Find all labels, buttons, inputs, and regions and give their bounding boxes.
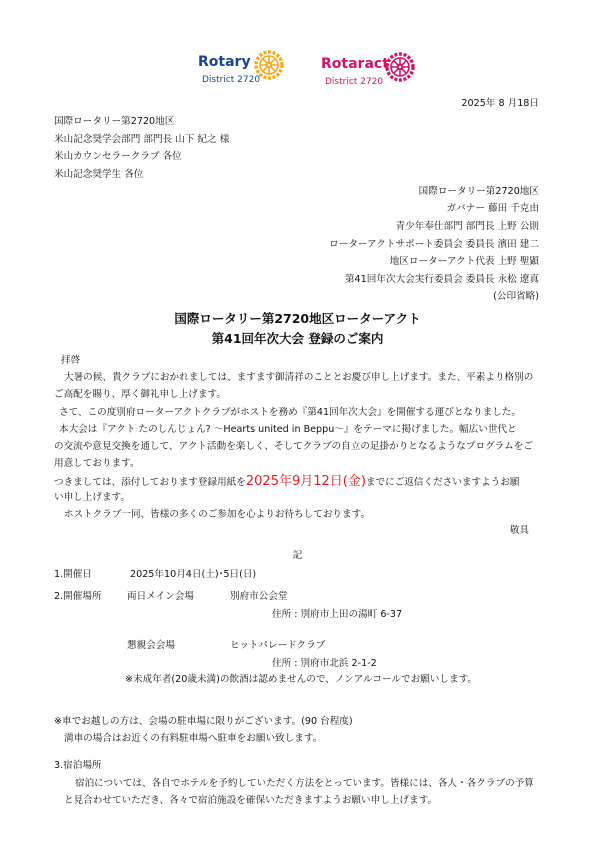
recipient-line: 米山カウンセラークラブ 各位 [54, 151, 182, 162]
main-venue-address: 住所 : 別府市上田の湯町 6-37 [272, 609, 403, 620]
document-date: 2025年 8 月18日 [461, 98, 539, 109]
party-venue-name: 懇親会会場 [127, 640, 175, 651]
registration-deadline: 2025年9月12日(金) [245, 474, 366, 489]
sender-line: ガバナー 藤田 千克由 [446, 203, 539, 214]
greeting: 拝啓 [61, 355, 81, 366]
lodging-label: 3.宿泊場所 [54, 760, 102, 771]
body-paragraph: の交流や意見交換を通して、アクト活動を楽しく、そしてクラブの自立の足掛かりとなるようなプログラムをご [54, 441, 533, 452]
rotaract-logo-name: Rotaract [321, 56, 389, 72]
body-paragraph: ホストクラブ一同、皆様の多くのご参加を心よりお待ちしております。 [64, 509, 371, 520]
main-venue-name: 両日メイン会場 [127, 591, 194, 602]
sender-line: 地区ローターアクト代表 上野 聖顕 [389, 256, 539, 267]
event-date-label: 1.開催日 [54, 569, 92, 580]
recipient-line: 米山記念奨学会部門 部門長 山下 紀之 様 [54, 134, 230, 145]
parking-note: 満車の場合はお近くの有料駐車場へ駐車をお願い致します。 [64, 733, 323, 744]
body-paragraph: い申し上げます。 [54, 492, 130, 503]
party-venue-address: 住所 : 別府市北浜 2-1-2 [272, 658, 377, 669]
party-venue-place: ヒットパレードクラブ [230, 640, 326, 651]
body-paragraph-deadline [54, 470, 519, 489]
lodging-text: 宿泊については、各自でホテルを予約していただく方法をとっています。皆様には、各人・各クラブの予算 [75, 778, 534, 789]
rotary-wheel-icon [254, 50, 284, 80]
rotaract-logo-district: District 2720 [325, 77, 384, 87]
rotary-logo-district: District 2720 [202, 75, 261, 85]
body-paragraph: 本大会は『アクト たのしんじょん? ～Hearts united in Beppu～』をテーマに掲げました。幅広い世代と [59, 424, 517, 435]
lodging-text: と見合わせていただき、各々で宿泊施設を確保いただきますようお願い申し上げます。 [64, 795, 438, 806]
alcohol-note: ※未成年者(20歳未満)の飲酒は認めませんので、ノンアルコールでお願いします。 [125, 674, 477, 685]
rotary-logo-name: Rotary [198, 54, 251, 70]
body-paragraph: 用意しております。 [54, 458, 140, 469]
deadline-suffix: までにご返信くださいますようお願 [365, 477, 520, 488]
document-title-line1: 国際ロータリー第2720地区ローターアクト [174, 311, 421, 326]
sender-line: 国際ロータリー第2720地区 [418, 186, 539, 197]
sender-line: ローターアクトサポート委員会 委員長 濱田 建二 [329, 239, 539, 250]
recipient-line: 米山記念奨学生 各位 [54, 169, 144, 180]
venue-label: 2.開催場所 [54, 591, 102, 602]
main-venue-place: 別府市公会堂 [230, 591, 288, 602]
seal-omitted-note: (公印省略) [493, 291, 539, 302]
document-title-line2: 第41回年次大会 登録のご案内 [211, 331, 384, 346]
rotaract-wheel-icon [385, 52, 415, 82]
ki-heading: 記 [292, 550, 303, 561]
parking-note: ※車でお越しの方は、会場の駐車場に限りがございます。(90 台程度) [54, 716, 353, 727]
body-paragraph: さて、この度別府ローターアクトクラブがホストを務め『第41回年次大会』を開催する運びとなりました。 [59, 407, 521, 418]
body-paragraph: 大暑の候、貴クラブにおかれましては、ますます御清祥のこととお慶び申し上げます。また、平素より格別の [64, 372, 534, 383]
closing: 敬具 [509, 525, 529, 536]
deadline-prefix: つきましては、添付しております登録用紙を [54, 477, 246, 488]
recipient-line: 国際ロータリー第2720地区 [54, 116, 175, 127]
event-date-value: 2025年10月4日(土)･5日(日) [130, 569, 257, 580]
sender-line: 第41回年次大会実行委員会 委員長 永松 遼真 [344, 274, 539, 285]
body-paragraph: ご高配を賜り、厚く御礼申し上げます。 [54, 389, 226, 400]
sender-line: 青少年奉仕部門 部門長 上野 公則 [395, 221, 539, 232]
